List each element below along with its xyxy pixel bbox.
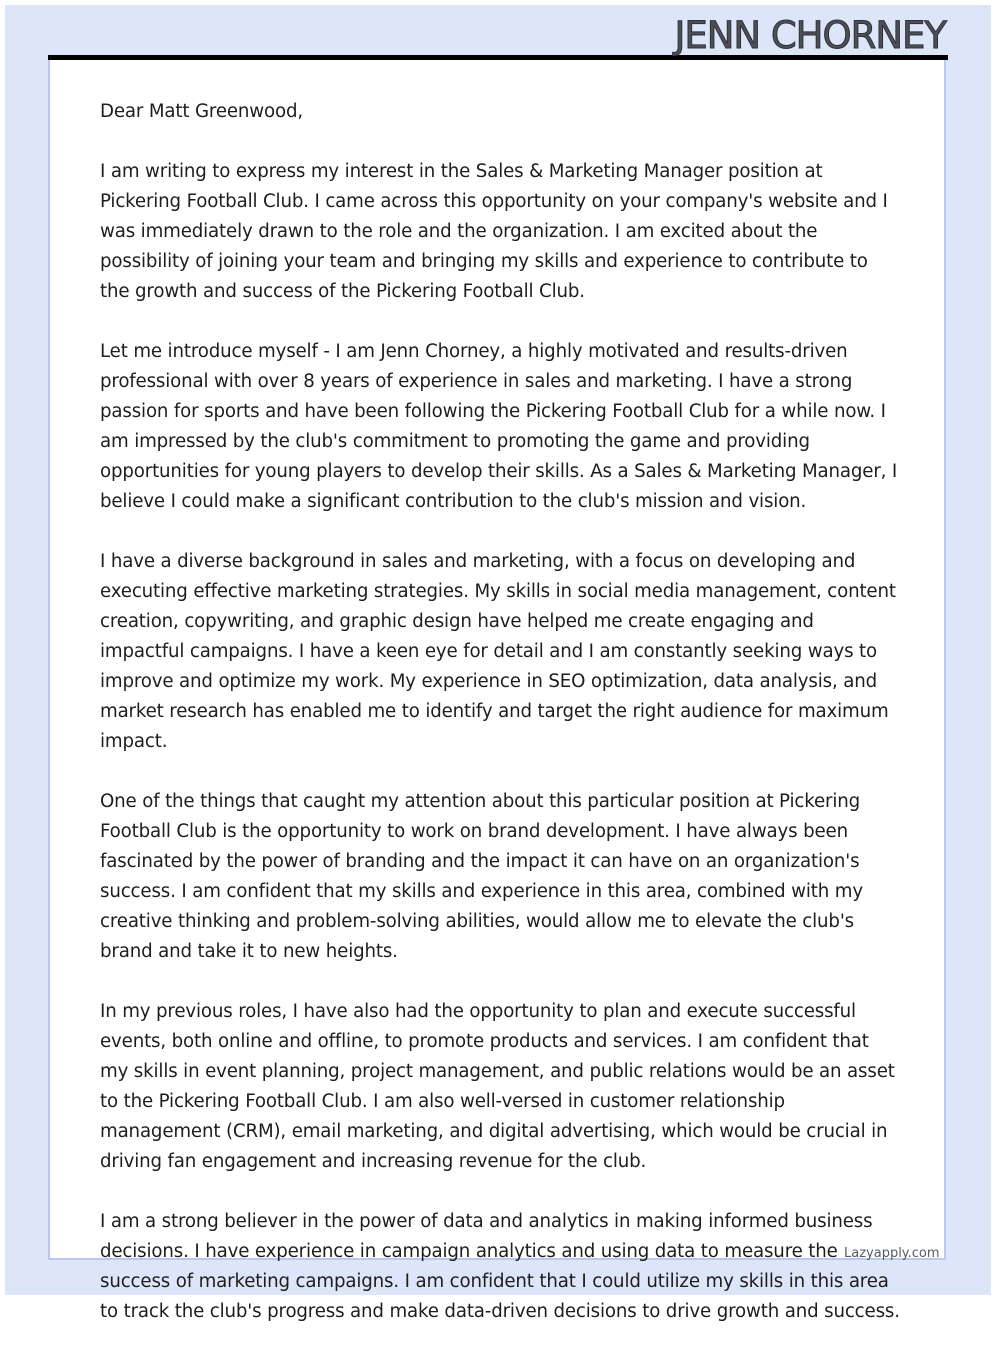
letter-paragraph: One of the things that caught my attention about this particular position at Pickering Football Club is the opportunity to work on brand development. I have always been fascinated by the power of branding and the impact it can have on an organization's success. I am confident that my skills and experience in this area, combined with my creative thinking and problem-solving abilities, would allow me to elevate the club's brand and take it to new heights. — [100, 791, 863, 962]
cover-letter-body — [100, 97, 900, 1357]
letter-paragraph: I am writing to express my interest in the Sales & Marketing Manager position at Pickering Football Club. I came across this opportunity on your company's website and I was immediately drawn to the role and the organization. I am excited about the possibility of joining your team and bringing my skills and experience to contribute to the growth and success of the Pickering Football Club. — [100, 161, 888, 302]
letter-paragraph: In my previous roles, I have also had the opportunity to plan and execute successful events, both online and offline, to promote products and services. I am confident that my skills in event planning, project management, and public relations would be an asset to the Pickering Football Club. I am also well-versed in customer relationship management (CRM), email marketing, and digital advertising, which would be crucial in driving fan engagement and increasing revenue for the club. — [100, 1001, 895, 1172]
salutation: Dear Matt Greenwood, — [100, 101, 304, 122]
letter-paragraph: I am a strong believer in the power of data and analytics in making informed business decisions. I have experience in campaign analytics and using data to measure the success of marketing campaigns. I am confident that I could utilize my skills in this area to track the club's progress and make data-driven decisions to drive growth and success. — [100, 1211, 900, 1322]
applicant-name-heading: JENN CHORNEY — [674, 14, 946, 57]
letter-paragraph: I have a diverse background in sales and marketing, with a focus on developing and executing effective marketing strategies. My skills in social media management, content creation, copywriting, and graphic design have helped me create engaging and impactful campaigns. I have a keen eye for detail and I am constantly seeking ways to improve and optimize my work. My experience in SEO optimization, data analysis, and market research has enabled me to identify and target the right audience for maximum impact. — [100, 551, 896, 752]
watermark: Lazyapply.com — [844, 1246, 940, 1261]
letter-paragraph: Let me introduce myself - I am Jenn Chorney, a highly motivated and results-driven professional with over 8 years of experience in sales and marketing. I have a strong passion for sports and have been following the Pickering Football Club for a while now. I am impressed by the club's commitment to promoting the game and providing opportunities for young players to develop their skills. As a Sales & Marketing Manager, I believe I could make a significant contribution to the club's mission and vision. — [100, 341, 898, 512]
